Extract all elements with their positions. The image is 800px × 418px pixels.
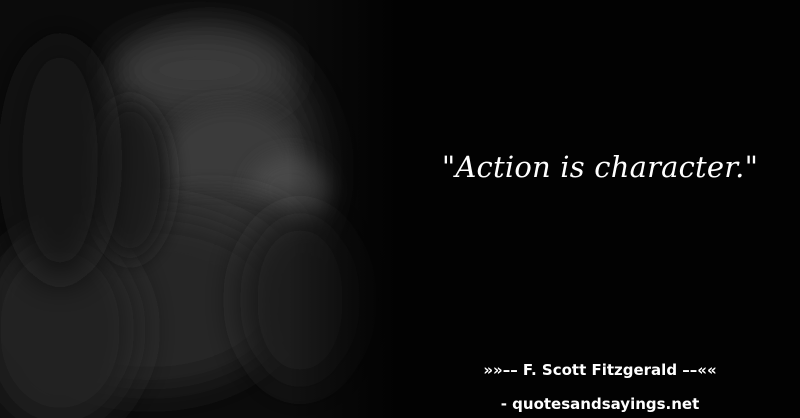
author-attribution: »»–– F. Scott Fitzgerald ––«« — [483, 361, 717, 379]
quote-text: "Action is character." — [441, 150, 759, 184]
site-watermark: - quotesandsayings.net — [500, 395, 700, 413]
